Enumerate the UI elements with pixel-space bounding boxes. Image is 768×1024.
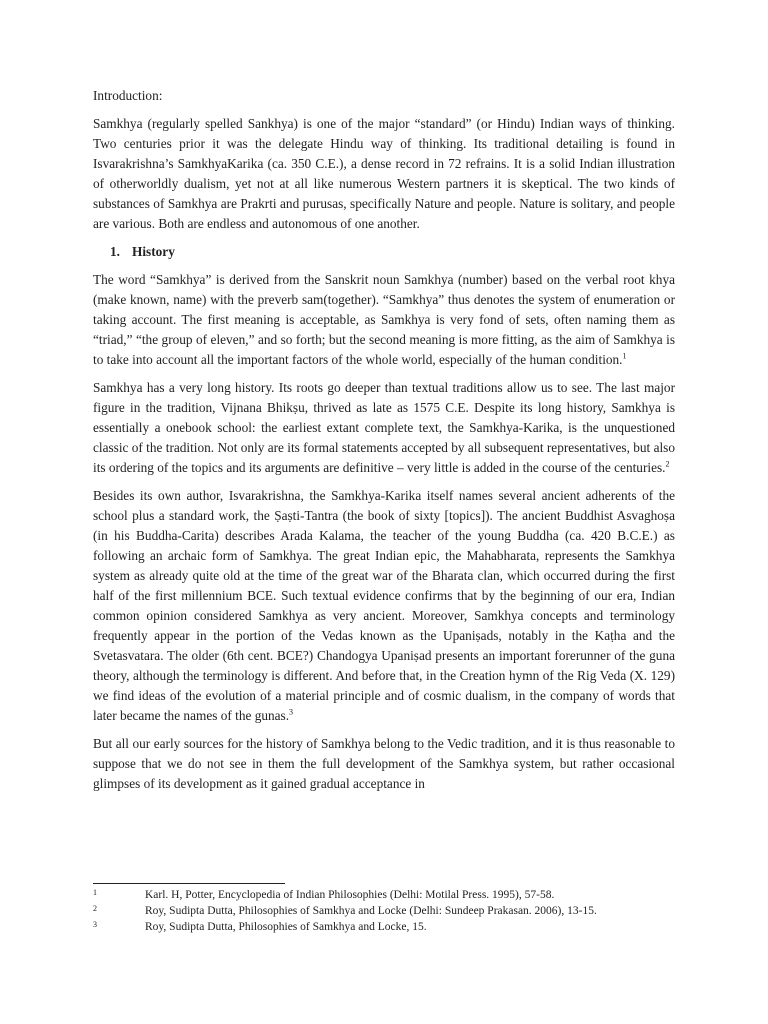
footnote-2: [93, 903, 675, 919]
paragraph-text: Besides its own author, Isvarakrishna, the Samkhya-Karika itself names several ancient adherents of the school plus a standard work, the Ṣaṣti-Tantra (the book of sixty [topics]). The ancient Buddhist Asvaghoṣa (in his Buddha-Carita) describes Arada Kalama, the teacher of the young Buddha (ca. 420 B.C.E.) as following an archaic form of Samkhya. The great Indian epic, the Mahabharata, represents the Samkhya system as already quite old at the time of the great war of the Bharata clan, which occurred during the first half of the first millennium BCE. Such textual evidence confirms that by the beginning of our era, Indian common opinion considered Samkhya as very ancient. Moreover, Samkhya concepts and terminology frequently appear in the portion of the Vedas known as the Upaniṣads, notably in the Kaṭha and the Svetasvatara. The older (6th cent. BCE?) Chandogya Upaniṣad presents an important forerunner of the guna theory, although the terminology is different. And before that, in the Creation hymn of the Rig Veda (X. 129) we find ideas of the evolution of a material principle and of cosmic dualism, in the company of words that later became the names of the gunas.: [93, 488, 675, 723]
section-heading: [93, 242, 675, 262]
document-body: [93, 86, 675, 802]
section-number: 1.: [110, 244, 120, 259]
paragraph-etymology: [93, 270, 675, 370]
paragraph-vedic-tradition: [93, 734, 675, 794]
footnote-3: [93, 919, 675, 935]
paragraph-ancient-sources: [93, 486, 675, 726]
paragraph-text: But all our early sources for the history of Samkhya belong to the Vedic tradition, and it is thus reasonable to suppose that we do not see in them the full development of the Samkhya system, but rather occasional glimpses of its development as it gained gradual acceptance in: [93, 736, 675, 791]
footnote-separator: [93, 883, 285, 884]
section-title: History: [132, 244, 175, 259]
footnote-mark: 1: [93, 888, 97, 897]
footnote-ref[interactable]: 3: [289, 707, 294, 717]
paragraph-text: The word “Samkhya” is derived from the Sanskrit noun Samkhya (number) based on the verbal root khya (make known, name) with the preverb sam(together). “Samkhya” thus denotes the system of enumeration or taking account. The first meaning is acceptable, as Samkhya is very fond of sets, often naming them as “triad,” “the group of eleven,” and so forth; but the second meaning is more fitting, as the aim of Samkhya is to take into account all the important factors of the whole world, especially of the human condition.: [93, 272, 675, 367]
footnote-text: Roy, Sudipta Dutta, Philosophies of Samkhya and Locke, 15.: [145, 921, 427, 933]
intro-paragraph: Samkhya (regularly spelled Sankhya) is one of the major “standard” (or Hindu) Indian ways of thinking. Two centuries prior it was the delegate Hindu way of thinking. Its traditional detailing is found in Isvarakrishna’s SamkhyaKarika (ca. 350 C.E.), a dense record in 72 refrains. It is a solid Indian illustration of otherworldly dualism, yet not at all like numerous Western partners it is skeptical. The two kinds of substances of Samkhya are Prakrti and purusas, specifically Nature and people. Nature is solitary, and people are various. Both are endless and autonomous of one another.: [93, 116, 675, 231]
footnote-text: Roy, Sudipta Dutta, Philosophies of Samkhya and Locke (Delhi: Sundeep Prakasan. 2006), 13-15.: [145, 905, 597, 917]
footnote-mark: 3: [93, 920, 97, 929]
footnotes: [93, 887, 675, 935]
footnote-ref[interactable]: 1: [622, 351, 627, 361]
paragraph-text: Samkhya has a very long history. Its roots go deeper than textual traditions allow us to see. The last major figure in the tradition, Vijnana Bhikṣu, thrived as late as 1575 C.E. Despite its long history, Samkhya is essentially a onebook school: the earliest extant complete text, the Samkhya-Karika, is the unquestioned classic of the tradition. Not only are its formal statements accepted by all subsequent representatives, but also its ordering of the topics and its arguments are definitive – very little is added in the course of the centuries.: [93, 380, 675, 475]
intro-label: Introduction:: [93, 88, 163, 103]
footnote-ref[interactable]: 2: [665, 459, 670, 469]
footnote-mark: 2: [93, 904, 97, 913]
paragraph-long-history: [93, 378, 675, 478]
footnote-1: [93, 887, 675, 903]
footnote-text: Karl. H, Potter, Encyclopedia of Indian Philosophies (Delhi: Motilal Press. 1995), 57-58.: [145, 889, 555, 901]
